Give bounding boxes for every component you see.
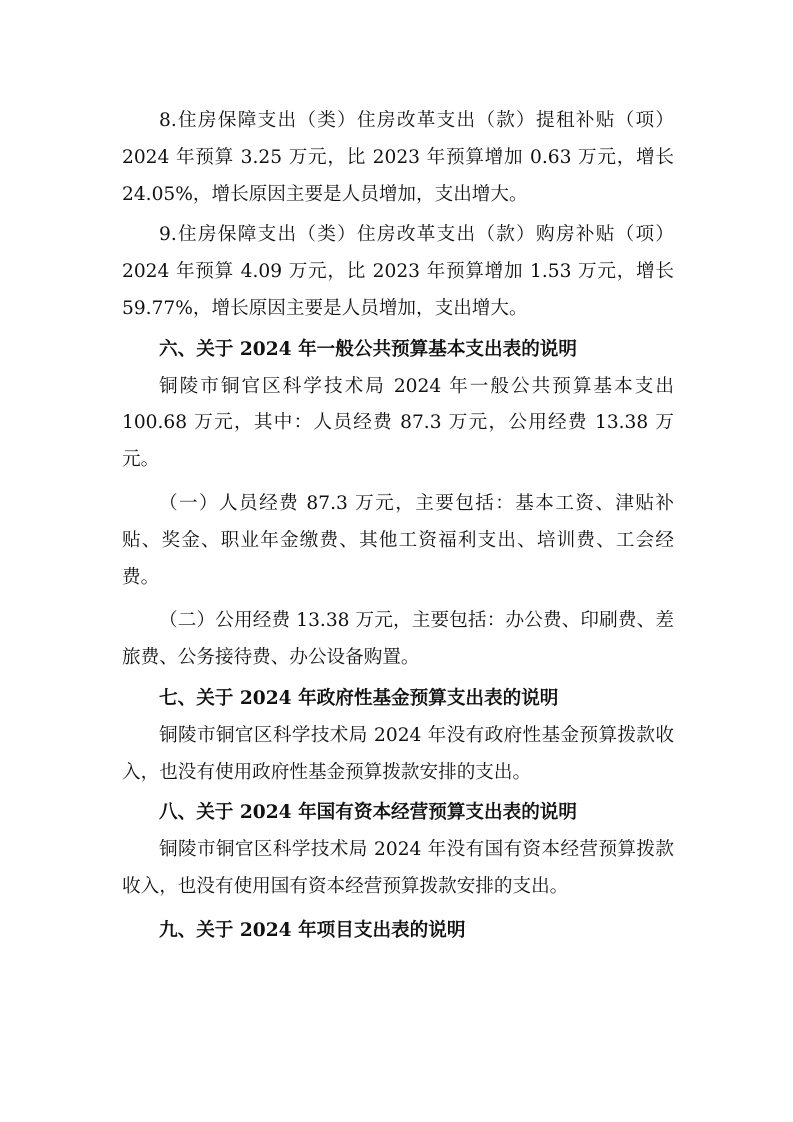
paragraph-personnel-expenses: （一）人员经费 87.3 万元，主要包括：基本工资、津贴补贴、奖金、职业年金缴费、其他工资福利支出、培训费、工会经费。 bbox=[122, 492, 674, 588]
section-heading-8: 八、关于 2024 年国有资本经营预算支出表的说明 bbox=[159, 802, 577, 824]
paragraph-government-fund: 铜陵市铜官区科学技术局 2024 年没有政府性基金预算拨款收入，也没有使用政府性基金预算拨款安排的支出。 bbox=[122, 724, 674, 783]
section-heading-7: 七、关于 2024 年政府性基金预算支出表的说明 bbox=[159, 687, 559, 709]
paragraph-housing-subsidy: 9.住房保障支出（类）住房改革支出（款）购房补贴（项）2024 年预算 4.09 万元，比 2023 年预算增加 1.53 万元，增长 59.77%，增长原因主要是人员增加，支出增大。 bbox=[122, 224, 674, 319]
document-body bbox=[122, 103, 674, 950]
paragraph-basic-expenditure: 铜陵市铜官区科学技术局 2024 年一般公共预算基本支出 100.68 万元，其中：人员经费 87.3 万元，公用经费 13.38 万元。 bbox=[122, 375, 674, 471]
section-heading-6: 六、关于 2024 年一般公共预算基本支出表的说明 bbox=[159, 338, 577, 360]
paragraph-state-capital: 铜陵市铜官区科学技术局 2024 年没有国有资本经营预算拨款收入，也没有使用国有资本经营预算拨款安排的支出。 bbox=[122, 839, 674, 897]
paragraph-public-expenses: （二）公用经费 13.38 万元，主要包括：办公费、印刷费、差旅费、公务接待费、办公设备购置。 bbox=[122, 610, 674, 669]
paragraph-rent-subsidy: 8.住房保障支出（类）住房改革支出（款）提租补贴（项）2024 年预算 3.25 万元，比 2023 年预算增加 0.63 万元，增长 24.05%，增长原因主要是人员增加，支出增大。 bbox=[122, 110, 674, 205]
section-heading-9: 九、关于 2024 年项目支出表的说明 bbox=[159, 919, 466, 941]
